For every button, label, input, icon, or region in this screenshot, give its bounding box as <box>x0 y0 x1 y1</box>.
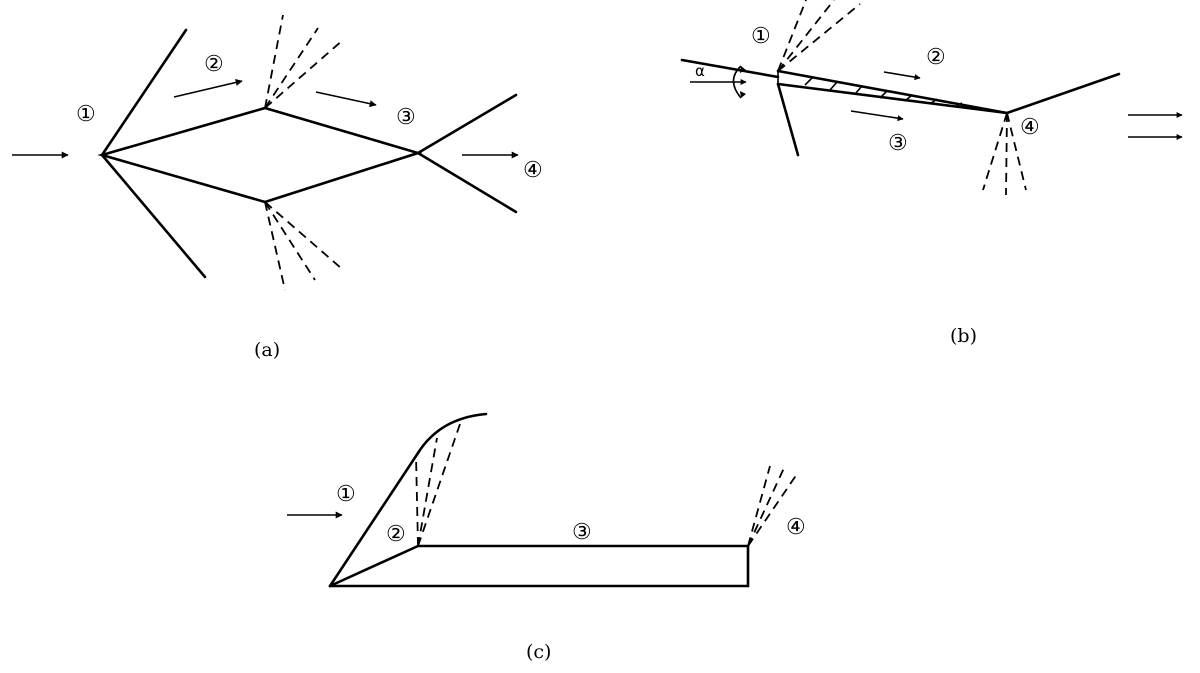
region-3-label: ③ <box>888 131 908 156</box>
region-3-label: ③ <box>572 520 592 545</box>
flow-arrow-region-2 <box>884 72 920 78</box>
flow-arrow-region-2 <box>174 81 242 97</box>
caption-c: (c) <box>526 641 552 663</box>
oblique-shock-upper <box>102 30 186 155</box>
caption-b: (b) <box>950 325 977 347</box>
trailing-shock-upper <box>418 95 516 153</box>
flow-arrow-region-3 <box>316 92 376 105</box>
caption-a: (a) <box>254 339 281 361</box>
flat-plate <box>778 71 1007 113</box>
figure-c <box>287 414 806 663</box>
expansion-fan-corner <box>416 424 460 546</box>
flow-arrow-region-3 <box>851 111 903 119</box>
figure-a <box>12 15 543 361</box>
region-4-label: ④ <box>523 158 543 183</box>
region-4-label: ④ <box>1020 115 1040 140</box>
diamond-airfoil <box>102 108 418 202</box>
region-1-label: ① <box>751 24 771 49</box>
trailing-shock <box>1007 74 1119 113</box>
oblique-shock-lower <box>102 155 205 277</box>
region-2-label: ② <box>386 522 406 547</box>
region-2-label: ② <box>204 52 224 77</box>
angle-of-attack-symbol: α <box>695 62 705 80</box>
region-4-label: ④ <box>786 515 806 540</box>
expansion-fan-lower <box>265 202 341 290</box>
trailing-shock-lower <box>418 153 516 212</box>
region-1-label: ① <box>76 102 96 127</box>
region-3-label: ③ <box>396 105 416 130</box>
figure-b <box>682 0 1182 347</box>
region-1-label: ① <box>336 482 356 507</box>
curved-shock <box>418 414 486 453</box>
region-2-label: ② <box>926 45 946 70</box>
expansion-fan-leading <box>778 0 860 71</box>
expansion-fan-upper <box>265 15 343 108</box>
leading-shock <box>778 84 798 155</box>
